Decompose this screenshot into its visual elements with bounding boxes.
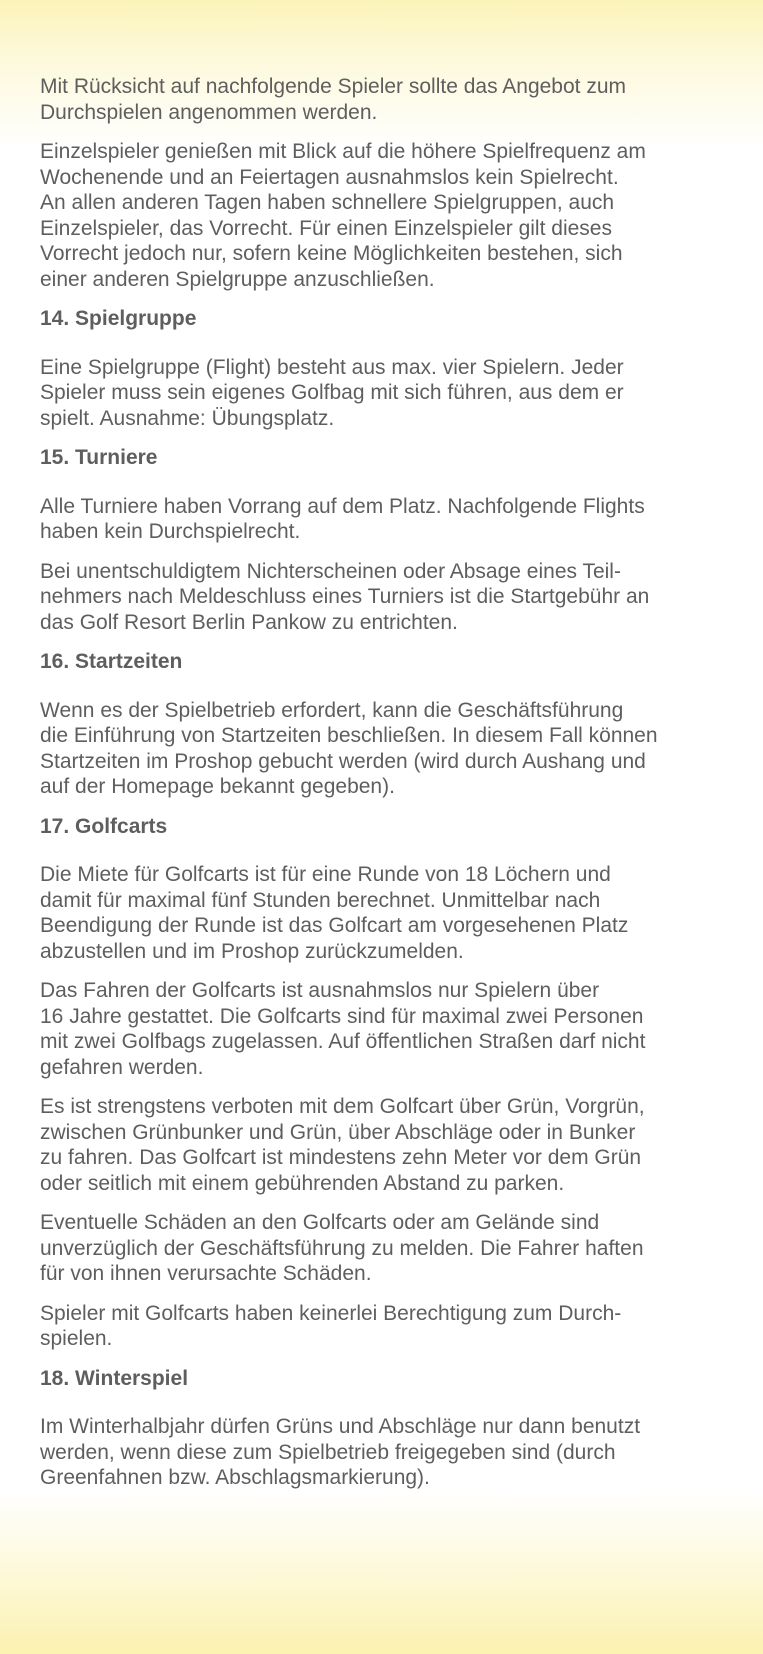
text-line: 16 Jahre gestattet. Die Golfcarts sind für maximal zwei Personen bbox=[40, 1004, 644, 1028]
document-page bbox=[40, 74, 740, 1505]
text-line: für von ihnen verursachte Schäden. bbox=[40, 1262, 372, 1285]
text-line: Wochenende und an Feiertagen ausnahmslos kein Spielrecht. bbox=[40, 165, 619, 189]
paragraph bbox=[40, 494, 740, 545]
text-line: spielen. bbox=[40, 1327, 113, 1350]
text-line: Einzelspieler genießen mit Blick auf die höhere Spielfrequenz am bbox=[40, 140, 646, 163]
text-line: werden, wenn diese zum Spielbetrieb freigegeben sind (durch bbox=[40, 1440, 616, 1464]
text-line: Greenfahnen bzw. Abschlagsmarkierung). bbox=[40, 1466, 430, 1489]
paragraph bbox=[40, 74, 740, 125]
text-line: abzustellen und im Proshop zurückzumelden. bbox=[40, 939, 464, 963]
text-line: An allen anderen Tagen haben schnellere Spielgruppen, auch bbox=[40, 191, 615, 214]
text-line: oder seitlich mit einem gebührenden Abstand zu parken. bbox=[40, 1171, 565, 1195]
text-line: nehmers nach Meldeschluss eines Turniers ist die Startgebühr an bbox=[40, 585, 650, 608]
text-line: Alle Turniere haben Vorrang auf dem Platz. Nachfolgende Flights bbox=[40, 494, 645, 518]
text-line: zu fahren. Das Golfcart ist mindestens zehn Meter vor dem Grün bbox=[40, 1146, 642, 1169]
text-line: Spieler muss sein eigenes Golfbag mit sich führen, aus dem er bbox=[40, 381, 624, 404]
paragraph bbox=[40, 1414, 740, 1491]
text-line: Das Fahren der Golfcarts ist ausnahmslos nur Spielern über bbox=[40, 979, 600, 1002]
text-line: Eventuelle Schäden an den Golfcarts oder am Gelände sind bbox=[40, 1211, 600, 1234]
text-line: Es ist strengstens verboten mit dem Golfcart über Grün, Vorgrün, bbox=[40, 1095, 645, 1118]
text-line: unverzüglich der Geschäftsführung zu melden. Die Fahrer haften bbox=[40, 1236, 644, 1260]
paragraph bbox=[40, 559, 740, 636]
text-line: haben kein Durchspielrecht. bbox=[40, 520, 301, 543]
paragraph bbox=[40, 698, 740, 800]
section-heading: 16. Startzeiten bbox=[40, 650, 183, 673]
text-line: damit für maximal fünf Stunden berechnet. Unmittelbar nach bbox=[40, 888, 601, 912]
paragraph bbox=[40, 139, 740, 292]
section-heading: 18. Winterspiel bbox=[40, 1366, 189, 1390]
text-line: mit zwei Golfbags zugelassen. Auf öffentlichen Straßen darf nicht bbox=[40, 1030, 646, 1053]
text-line: einer anderen Spielgruppe anzuschließen. bbox=[40, 267, 435, 291]
paragraph bbox=[40, 1210, 740, 1287]
text-line: Bei unentschuldigtem Nichterscheinen oder Absage eines Teil- bbox=[40, 559, 621, 583]
text-line: Wenn es der Spielbetrieb erfordert, kann die Geschäftsführung bbox=[40, 698, 624, 722]
text-line: auf der Homepage bekannt gegeben). bbox=[40, 775, 395, 798]
text-line: zwischen Grünbunker und Grün, über Abschläge oder in Bunker bbox=[40, 1120, 636, 1144]
text-line: Mit Rücksicht auf nachfolgende Spieler sollte das Angebot zum bbox=[40, 75, 627, 98]
text-line: gefahren werden. bbox=[40, 1055, 204, 1079]
text-line: Einzelspieler, das Vorrecht. Für einen Einzelspieler gilt dieses bbox=[40, 216, 612, 240]
text-line: spielt. Ausnahme: Übungsplatz. bbox=[40, 406, 335, 430]
paragraph bbox=[40, 355, 740, 432]
text-line: das Golf Resort Berlin Pankow zu entrichten. bbox=[40, 610, 458, 634]
text-line: Eine Spielgruppe (Flight) besteht aus max. vier Spielern. Jeder bbox=[40, 355, 624, 379]
text-line: Durchspielen angenommen werden. bbox=[40, 100, 378, 124]
text-line: Startzeiten im Proshop gebucht werden (wird durch Aushang und bbox=[40, 749, 646, 773]
text-line: Vorrecht jedoch nur, sofern keine Möglichkeiten bestehen, sich bbox=[40, 242, 623, 265]
section-heading: 17. Golfcarts bbox=[40, 814, 168, 838]
text-line: die Einführung von Startzeiten beschließen. In diesem Fall können bbox=[40, 724, 658, 747]
section-heading: 15. Turniere bbox=[40, 446, 158, 469]
paragraph bbox=[40, 978, 740, 1080]
paragraph bbox=[40, 1301, 740, 1352]
text-line: Im Winterhalbjahr dürfen Grüns und Abschläge nur dann benutzt bbox=[40, 1415, 641, 1438]
paragraph bbox=[40, 862, 740, 964]
text-line: Die Miete für Golfcarts ist für eine Runde von 18 Löchern und bbox=[40, 863, 611, 886]
section-heading: 14. Spielgruppe bbox=[40, 307, 197, 330]
text-line: Beendigung der Runde ist das Golfcart am vorgesehenen Platz bbox=[40, 914, 629, 937]
paragraph bbox=[40, 1094, 740, 1196]
text-line: Spieler mit Golfcarts haben keinerlei Berechtigung zum Durch- bbox=[40, 1301, 622, 1325]
